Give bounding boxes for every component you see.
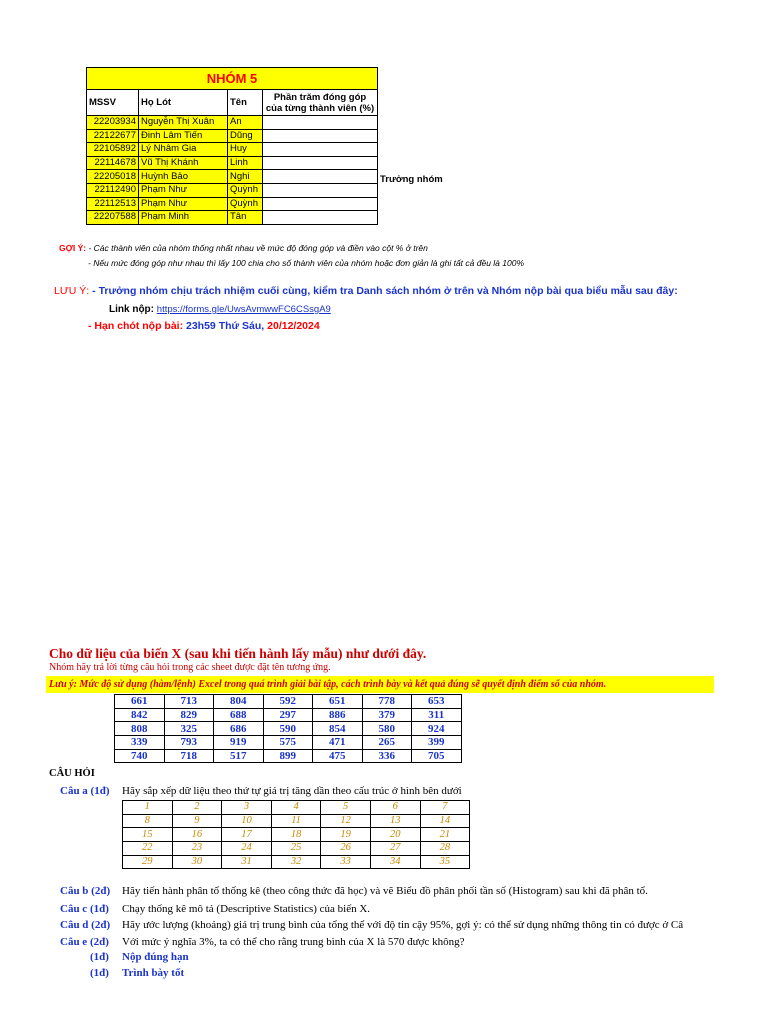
deadline-date: 20/12/2024 xyxy=(267,320,320,332)
position-cell: 18 xyxy=(271,828,321,842)
position-cell: 16 xyxy=(172,828,222,842)
member-ten: Quỳnh xyxy=(228,183,263,197)
position-row xyxy=(123,828,470,842)
position-cell: 19 xyxy=(321,828,371,842)
member-row xyxy=(87,211,378,225)
value-row xyxy=(115,708,462,722)
position-cell: 10 xyxy=(222,814,272,828)
submission-link[interactable]: https://forms.gle/UwsAvmwwFC6CSsgA9 xyxy=(156,304,331,315)
member-mssv: 22207588 xyxy=(87,211,139,225)
member-pct-cell[interactable] xyxy=(263,197,378,211)
member-ten: Tân xyxy=(228,211,263,225)
data-warning: Lưu ý: Mức độ sử dụng (hàm/lệnh) Excel trong quá trình giải bài tập, cách trình bày và kết quả đúng sẽ quyết định điểm số của nhóm. xyxy=(46,676,714,693)
value-cell: 899 xyxy=(263,749,313,763)
position-cell: 28 xyxy=(420,842,470,856)
position-cell: 30 xyxy=(172,855,222,869)
value-cell: 653 xyxy=(412,695,462,709)
member-mssv: 22112513 xyxy=(87,197,139,211)
position-cell: 6 xyxy=(370,801,420,815)
member-row xyxy=(87,143,378,157)
question-b-text: Hãy tiến hành phân tổ thống kê (theo công thức đã học) và vẽ Biểu đồ phân phối tần số (Histogram) sau khi đã phân tổ. xyxy=(122,885,648,897)
note-label: LƯU Ý: xyxy=(54,285,90,297)
question-c-text: Chạy thống kê mô tả (Descriptive Statistics) của biến X. xyxy=(122,903,371,915)
note-line1-row xyxy=(54,285,678,297)
member-ten: Quỳnh xyxy=(228,197,263,211)
position-cell: 29 xyxy=(123,855,173,869)
position-cell: 8 xyxy=(123,814,173,828)
value-cell: 886 xyxy=(313,708,363,722)
member-pct-cell[interactable] xyxy=(263,156,378,170)
member-pct-cell[interactable] xyxy=(263,170,378,184)
position-cell: 1 xyxy=(123,801,173,815)
position-cell: 14 xyxy=(420,814,470,828)
header-ten: Tên xyxy=(228,90,263,116)
value-cell: 297 xyxy=(263,708,313,722)
deadline-time: 23h59 Thứ Sáu, xyxy=(186,320,265,332)
header-pct-line2: của từng thành viên (%) xyxy=(265,102,375,114)
position-cell: 21 xyxy=(420,828,470,842)
hint-line2: - Nếu mức đóng góp như nhau thì lấy 100 chia cho số thành viên của nhóm hoặc đơn giản là ghi tất cả đều là 100% xyxy=(88,258,525,268)
member-ho-lot: Nguyễn Thị Xuân xyxy=(139,116,228,130)
hint-line1: - Các thành viên của nhóm thống nhất nhau về mức độ đóng góp và điền vào cột % ở trên xyxy=(88,243,428,253)
member-mssv: 22205018 xyxy=(87,170,139,184)
question-g-label: (1đ) xyxy=(90,967,109,979)
position-cell: 22 xyxy=(123,842,173,856)
member-ho-lot: Phạm Minh xyxy=(139,211,228,225)
position-cell: 13 xyxy=(370,814,420,828)
data-title: Cho dữ liệu của biến X (sau khi tiến hành lấy mẫu) như dưới đây. xyxy=(49,646,427,661)
member-ho-lot: Huỳnh Bảo xyxy=(139,170,228,184)
value-cell: 919 xyxy=(214,736,264,750)
member-ten: An xyxy=(228,116,263,130)
position-cell: 2 xyxy=(172,801,222,815)
position-row xyxy=(123,855,470,869)
leader-label: Trưởng nhóm xyxy=(380,174,443,185)
deadline-row xyxy=(88,320,320,332)
member-pct-cell[interactable] xyxy=(263,116,378,130)
position-cell: 12 xyxy=(321,814,371,828)
position-table xyxy=(122,800,470,869)
member-mssv: 22122677 xyxy=(87,129,139,143)
member-rows xyxy=(87,116,378,225)
data-values-table xyxy=(114,694,462,763)
value-cell: 592 xyxy=(263,695,313,709)
member-pct-cell[interactable] xyxy=(263,211,378,225)
question-d-label: Câu d (2đ) xyxy=(60,919,111,931)
value-cell: 842 xyxy=(115,708,165,722)
position-cell: 17 xyxy=(222,828,272,842)
header-pct xyxy=(263,90,378,116)
position-row xyxy=(123,814,470,828)
value-row xyxy=(115,695,462,709)
value-cell: 517 xyxy=(214,749,264,763)
position-cell: 27 xyxy=(370,842,420,856)
value-cell: 651 xyxy=(313,695,363,709)
position-cell: 3 xyxy=(222,801,272,815)
position-row xyxy=(123,842,470,856)
member-ten: Huy xyxy=(228,143,263,157)
group-table xyxy=(86,67,378,225)
member-mssv: 22203934 xyxy=(87,116,139,130)
position-cell: 20 xyxy=(370,828,420,842)
position-cell: 23 xyxy=(172,842,222,856)
value-cell: 575 xyxy=(263,736,313,750)
question-e-label: Câu e (2đ) xyxy=(60,936,109,948)
value-cell: 705 xyxy=(412,749,462,763)
question-g-text: Trình bày tốt xyxy=(122,967,185,979)
question-a-label: Câu a (1đ) xyxy=(60,785,110,797)
position-cell: 5 xyxy=(321,801,371,815)
value-cell: 661 xyxy=(115,695,165,709)
value-cell: 718 xyxy=(164,749,214,763)
hint-line1-row xyxy=(59,243,428,253)
member-ho-lot: Phạm Như xyxy=(139,197,228,211)
member-ten: Nghi xyxy=(228,170,263,184)
value-cell: 580 xyxy=(362,722,412,736)
position-cell: 31 xyxy=(222,855,272,869)
value-cell: 713 xyxy=(164,695,214,709)
position-cell: 33 xyxy=(321,855,371,869)
member-ten: Linh xyxy=(228,156,263,170)
group-title: NHÓM 5 xyxy=(87,68,378,90)
question-b-label: Câu b (2đ) xyxy=(60,885,111,897)
position-cell: 25 xyxy=(271,842,321,856)
member-row xyxy=(87,129,378,143)
question-a-text: Hãy sắp xếp dữ liệu theo thứ tự giá trị tăng dần theo cấu trúc ở hình bên dưới xyxy=(122,785,462,797)
member-row xyxy=(87,197,378,211)
value-cell: 804 xyxy=(214,695,264,709)
member-mssv: 22114678 xyxy=(87,156,139,170)
value-cell: 379 xyxy=(362,708,412,722)
value-cell: 829 xyxy=(164,708,214,722)
value-cell: 399 xyxy=(412,736,462,750)
header-pct-line1: Phần trăm đóng góp xyxy=(273,91,367,103)
position-row xyxy=(123,801,470,815)
value-cell: 311 xyxy=(412,708,462,722)
link-row xyxy=(109,304,331,315)
value-cell: 740 xyxy=(115,749,165,763)
value-cell: 336 xyxy=(362,749,412,763)
value-cell: 808 xyxy=(115,722,165,736)
position-cell: 34 xyxy=(370,855,420,869)
value-row xyxy=(115,749,462,763)
position-cell: 35 xyxy=(420,855,470,869)
deadline-label: - Hạn chót nộp bài: xyxy=(88,320,184,332)
question-d-text: Hãy ước lượng (khoảng) giá trị trung bình của tổng thể với độ tin cậy 95%, gợi ý: có thể sử dụng những thông tin có được ở Câ xyxy=(122,919,684,931)
member-ho-lot: Lý Nhâm Gia xyxy=(139,143,228,157)
value-cell: 688 xyxy=(214,708,264,722)
member-row xyxy=(87,170,378,184)
value-cell: 778 xyxy=(362,695,412,709)
header-ho-lot: Họ Lót xyxy=(139,90,228,116)
member-mssv: 22105892 xyxy=(87,143,139,157)
member-pct-cell[interactable] xyxy=(263,183,378,197)
hint-label: GỢI Ý: xyxy=(59,243,87,253)
position-cell: 9 xyxy=(172,814,222,828)
position-cell: 24 xyxy=(222,842,272,856)
value-cell: 686 xyxy=(214,722,264,736)
member-ho-lot: Đinh Lâm Tiến xyxy=(139,129,228,143)
member-ten: Dũng xyxy=(228,129,263,143)
member-pct-cell[interactable] xyxy=(263,129,378,143)
value-row xyxy=(115,736,462,750)
question-e-text: Với mức ý nghĩa 3%, ta có thể cho rằng trung bình của X là 570 được không? xyxy=(122,936,465,948)
note-line1: - Trưởng nhóm chịu trách nhiệm cuối cùng, kiểm tra Danh sách nhóm ở trên và Nhóm nộp bài qua biểu mẫu sau đây: xyxy=(92,285,678,297)
position-cell: 15 xyxy=(123,828,173,842)
questions-heading: CÂU HỎI xyxy=(49,768,95,779)
position-cell: 32 xyxy=(271,855,321,869)
value-cell: 265 xyxy=(362,736,412,750)
member-row xyxy=(87,156,378,170)
value-cell: 339 xyxy=(115,736,165,750)
value-cell: 854 xyxy=(313,722,363,736)
position-rows xyxy=(123,801,470,869)
member-mssv: 22112490 xyxy=(87,183,139,197)
value-cell: 471 xyxy=(313,736,363,750)
question-c-label: Câu c (1đ) xyxy=(60,903,109,915)
member-ho-lot: Phạm Như xyxy=(139,183,228,197)
member-ho-lot: Vũ Thị Khánh xyxy=(139,156,228,170)
value-cell: 924 xyxy=(412,722,462,736)
header-mssv: MSSV xyxy=(87,90,139,116)
value-cell: 475 xyxy=(313,749,363,763)
value-cell: 325 xyxy=(164,722,214,736)
value-row xyxy=(115,722,462,736)
member-pct-cell[interactable] xyxy=(263,143,378,157)
link-label: Link nộp: xyxy=(109,304,154,315)
position-cell: 4 xyxy=(271,801,321,815)
question-f-text: Nộp đúng hạn xyxy=(122,951,189,963)
member-row xyxy=(87,116,378,130)
value-rows xyxy=(115,695,462,763)
value-cell: 793 xyxy=(164,736,214,750)
member-row xyxy=(87,183,378,197)
question-f-label: (1đ) xyxy=(90,951,109,963)
position-cell: 7 xyxy=(420,801,470,815)
value-cell: 590 xyxy=(263,722,313,736)
data-subtitle: Nhóm hãy trả lời từng câu hỏi trong các sheet được đặt tên tương ứng. xyxy=(49,662,331,673)
position-cell: 11 xyxy=(271,814,321,828)
position-cell: 26 xyxy=(321,842,371,856)
